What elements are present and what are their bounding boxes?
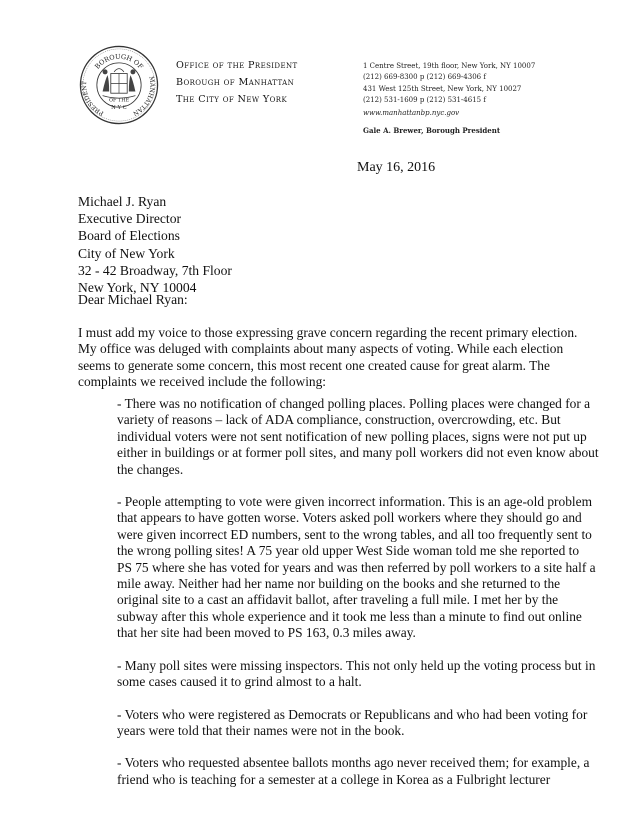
recipient-address [78, 193, 232, 296]
office-title-block [176, 57, 298, 108]
complaint-item [117, 657, 596, 691]
recipient-line: Michael J. Ryan [78, 194, 167, 209]
intro-paragraph [78, 325, 584, 391]
paragraph-line: the wrong polling sites! A 75 year old upper West Side woman told me she reported to [117, 543, 580, 559]
letter-date: May 16, 2016 [357, 160, 436, 175]
paragraph-line: seems to generate some concern, this most recent one created cause for great alarm. The [78, 357, 550, 373]
contact-line-address-1: 1 Centre Street, 19th floor, New York, NY 10007 [363, 62, 536, 70]
paragraph-line: years were told that their names were not in the book. [117, 722, 405, 738]
paragraph-line: - Voters who were registered as Democrats or Republicans and who had been voting for [117, 706, 588, 722]
paragraph-line: the changes. [117, 461, 184, 477]
paragraph-line: mile away. Neither had her name nor building on the books and she returned to the [117, 576, 561, 592]
contact-line-address-2: 431 West 125th Street, New York, NY 10027 [363, 84, 522, 93]
complaint-item [117, 755, 590, 788]
seal-text-left: PRESIDENT [81, 80, 105, 117]
paragraph-line: I must add my voice to those expressing grave concern regarding the recent primary election. [78, 325, 578, 340]
recipient-line: Executive Director [78, 211, 182, 227]
salutation: Dear Michael Ryan: [78, 292, 188, 307]
borough-seal-logo [78, 44, 160, 126]
paragraph-line: - There was no notification of changed polling places. Polling places were changed for a [117, 396, 591, 411]
complaint-item [117, 494, 596, 642]
paragraph-line: that appears to have gotten worse. Voters asked poll workers where they should go and [117, 510, 582, 526]
paragraph-line: complaints we received include the following: [78, 374, 327, 390]
contact-line-phone-2: (212) 531-1609 p (212) 531-4615 f [363, 96, 486, 105]
office-line-1: Office of the President [176, 60, 298, 71]
recipient-line: 32 - 42 Broadway, 7th Floor [78, 262, 232, 278]
contact-info-block [363, 61, 535, 136]
office-line-3: The City of New York [176, 94, 288, 105]
contact-line-phone-1: (212) 669-8300 p (212) 669-4306 f [363, 73, 486, 82]
paragraph-line: friend who is teaching for a semester at a college in Korea as a Fulbright lecturer [117, 771, 551, 787]
paragraph-line: - Many poll sites were missing inspectors. This not only held up the voting process but in [117, 657, 596, 673]
paragraph-line: - People attempting to vote were given incorrect information. This is an age-old problem [117, 494, 592, 510]
complaint-item [117, 396, 599, 478]
complaint-item [117, 706, 588, 740]
paragraph-line: subway after this whole experience and it took me less than a minute to find out online [117, 608, 582, 624]
office-line-2: Borough of Manhattan [176, 77, 295, 88]
paragraph-line: variety of reasons – lack of ADA compliance, construction, overcrowding, etc. But [117, 412, 561, 428]
recipient-line: New York, NY 10004 [78, 280, 197, 296]
paragraph-line: original site to a cast an affidavit ballot, after traveling a full mile. I met her by the [117, 592, 559, 608]
paragraph-line: that her site had been moved to PS 163, 0.3 miles away. [117, 625, 416, 641]
seal-text-of-the: OF THE [108, 97, 130, 104]
svg-text:MANHATTAN [131, 76, 155, 117]
signatory-name: Gale A. Brewer, Borough President [363, 126, 501, 136]
paragraph-line: PS 75 where she has voted for years and was then referred by poll workers to a site half a [117, 559, 596, 575]
seal-text-nyc: N Y C [111, 104, 127, 111]
recipient-line: Board of Elections [78, 228, 180, 244]
paragraph-line: My office was deluged with complaints about many aspects of voting. While each election [78, 341, 564, 357]
recipient-line: City of New York [78, 245, 175, 261]
seal-text-top: BOROUGH OF [93, 52, 145, 71]
paragraph-line: were given incorrect ED numbers, sent to the wrong tables, and all too frequently sent to [117, 526, 592, 542]
website-link[interactable]: www.manhattanbp.nyc.gov [363, 108, 460, 117]
paragraph-line: either in buildings or at former poll sites, and many poll workers did not even know about [117, 445, 599, 461]
paragraph-line: - Voters who requested absentee ballots months ago never received them; for example, a [117, 755, 590, 771]
paragraph-line: individual voters were not sent notification of new polling places, signs were not put up [117, 428, 587, 444]
paragraph-line: some cases caused it to grind almost to a halt. [117, 674, 362, 690]
complaints-list [117, 396, 599, 804]
seal-text-right: MANHATTAN [131, 75, 156, 117]
